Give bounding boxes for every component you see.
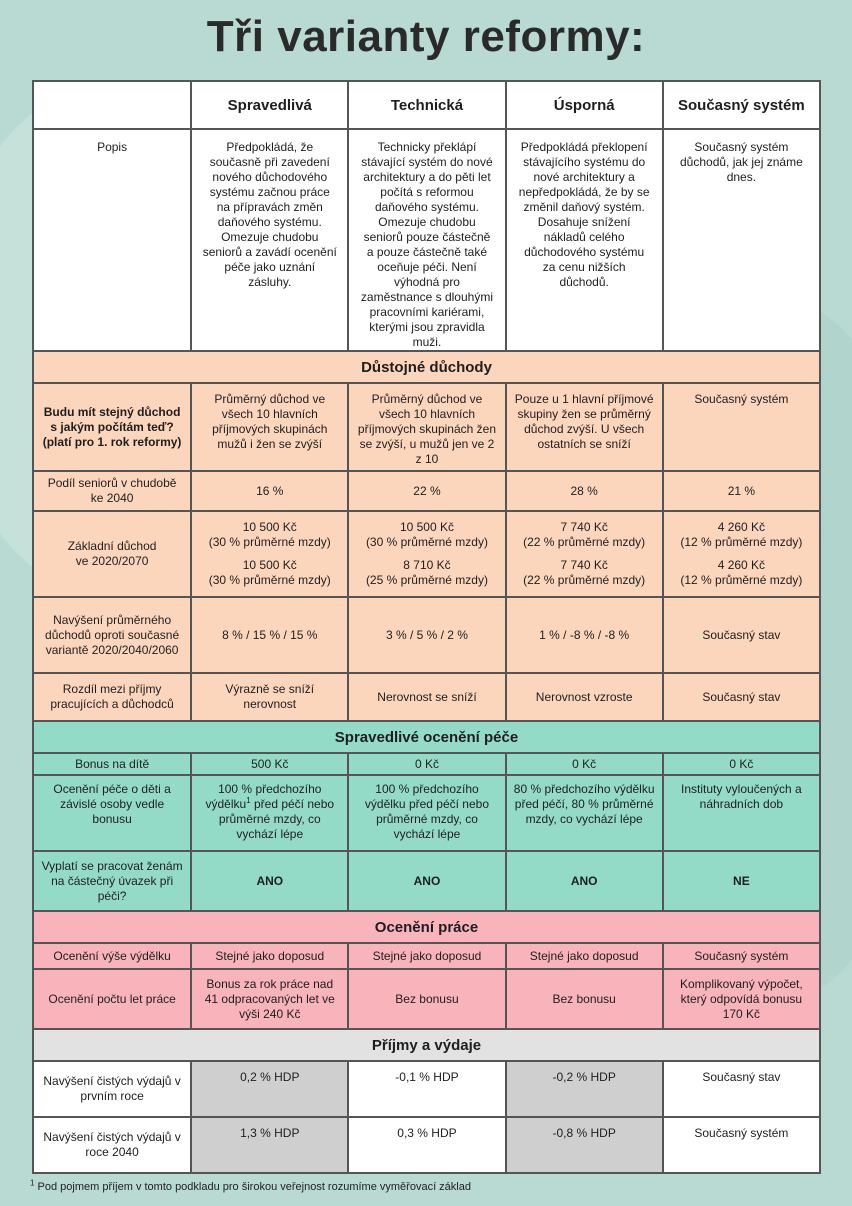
cell: 3 % / 5 % / 2 % [348, 597, 505, 673]
cell: Stejné jako doposud [506, 943, 663, 969]
table-row [33, 1061, 820, 1117]
cell: ANO [191, 851, 348, 911]
cell: 1 % / -8 % / -8 % [506, 597, 663, 673]
cell: 0 Kč [663, 753, 820, 775]
row-label: Navýšení čistých výdajů v prvním roce [33, 1061, 191, 1117]
row-label: Popis [33, 129, 191, 351]
cell: 8 % / 15 % / 15 % [191, 597, 348, 673]
cell: Současný systém [663, 1117, 820, 1173]
cell: 80 % předchozího výdělku před péčí, 80 % průměrné mzdy, co vychází lépe [506, 775, 663, 851]
cell: 0,2 % HDP [191, 1061, 348, 1117]
row-label: Ocenění výše výdělku [33, 943, 191, 969]
footnote [30, 1178, 471, 1193]
page-title: Tři varianty reformy: [206, 12, 646, 61]
table-row [33, 1117, 820, 1173]
table-row [33, 851, 820, 911]
row-label: Navýšení průměrného důchodů oproti současné variantě 2020/2040/2060 [33, 597, 191, 673]
section-title: Důstojné důchody [33, 351, 820, 383]
footnote-mark: 1 [246, 796, 251, 805]
cell: 28 % [506, 471, 663, 511]
cell: Předpokládá překlopení stávajícího systému do nové architektury a nepředpokládá, že by se změnil daňový systém. Dosahuje snížení nákladů celého důchodového systému za cenu nižších důchodů. [506, 129, 663, 351]
cell: 0,3 % HDP [348, 1117, 505, 1173]
header-usporna: Úsporná [506, 81, 663, 129]
table-row [33, 943, 820, 969]
table-row [33, 471, 820, 511]
cell: ANO [348, 851, 505, 911]
cell: 1,3 % HDP [191, 1117, 348, 1173]
cell: 0 Kč [348, 753, 505, 775]
cell: Předpokládá, že současně při zavedení nového důchodového systému začnou práce na přípravách změn daňového systému. Omezuje chudobu seniorů a zavádí ocenění péče jako uznání zásluhy. [191, 129, 348, 351]
cell: Současný stav [663, 1061, 820, 1117]
cell: 7 740 Kč (22 % průměrné mzdy) 7 740 Kč (22 % průměrné mzdy) [506, 511, 663, 597]
cell: Instituty vyloučených a náhradních dob [663, 775, 820, 851]
section-title: Spravedlivé ocenění péče [33, 721, 820, 753]
cell: Komplikovaný výpočet, který odpovídá bonusu 170 Kč [663, 969, 820, 1029]
cell: Průměrný důchod ve všech 10 hlavních příjmových skupinách žen se zvýší, u mužů jen ve 2 z 10 [348, 383, 505, 471]
cell: Bez bonusu [348, 969, 505, 1029]
row-label: Vyplatí se pracovat ženám na částečný úvazek při péči? [33, 851, 191, 911]
section-title: Ocenění práce [33, 911, 820, 943]
table-row [33, 673, 820, 721]
row-label: Budu mít stejný důchod s jakým počítám teď? (platí pro 1. rok reformy) [33, 383, 191, 471]
cell: Stejné jako doposud [348, 943, 505, 969]
header-empty [33, 81, 191, 129]
row-label: Ocenění péče o děti a závislé osoby vedle bonusu [33, 775, 191, 851]
table-row [33, 969, 820, 1029]
cell: Výrazně se sníží nerovnost [191, 673, 348, 721]
row-label: Bonus na dítě [33, 753, 191, 775]
cell: Současný systém důchodů, jak jej známe dnes. [663, 129, 820, 351]
header-spravedliva: Spravedlivá [191, 81, 348, 129]
cell: 10 500 Kč (30 % průměrné mzdy) 10 500 Kč (30 % průměrné mzdy) [191, 511, 348, 597]
cell: 100 % předchozího výdělku před péčí nebo průměrné mzdy, co vychází lépe [348, 775, 505, 851]
footnote-text: Pod pojmem příjem v tomto podkladu pro širokou veřejnost rozumíme vyměřovací základ [37, 1181, 471, 1193]
cell: -0,2 % HDP [506, 1061, 663, 1117]
cell: 500 Kč [191, 753, 348, 775]
table-row [33, 129, 820, 351]
section-title: Příjmy a výdaje [33, 1029, 820, 1061]
cell: Současný systém [663, 383, 820, 471]
cell: 10 500 Kč (30 % průměrné mzdy) 8 710 Kč (25 % průměrné mzdy) [348, 511, 505, 597]
cell: 100 % předchozího výdělku$^1$ před péčí nebo průměrné mzdy, co vychází lépe [191, 775, 348, 851]
cell: Současný stav [663, 673, 820, 721]
cell: 4 260 Kč (12 % průměrné mzdy) 4 260 Kč (12 % průměrné mzdy) [663, 511, 820, 597]
cell: -0,8 % HDP [506, 1117, 663, 1173]
cell: -0,1 % HDP [348, 1061, 505, 1117]
cell: NE [663, 851, 820, 911]
header-soucasny: Současný systém [663, 81, 820, 129]
cell: 0 Kč [506, 753, 663, 775]
header-row [33, 81, 820, 129]
table-row [33, 775, 820, 851]
cell: Pouze u 1 hlavní příjmové skupiny žen se průměrný důchod zvýší. U všech ostatních se sníží [506, 383, 663, 471]
cell: ANO [506, 851, 663, 911]
cell: 22 % [348, 471, 505, 511]
cell: Technicky překlápí stávající systém do nové architektury a do pěti let počítá s reformou daňového systému. Omezuje chudobu seniorů pouze částečně a pouze částečně také oceňuje péči. Není výhodná pro zaměstnance s dlouhými pracovními kariérami, kterými jsou zpravidla muži. [348, 129, 505, 351]
table-row [33, 511, 820, 597]
cell: Současný stav [663, 597, 820, 673]
row-label: Podíl seniorů v chudobě ke 2040 [33, 471, 191, 511]
section-header [33, 911, 820, 943]
row-label: Navýšení čistých výdajů v roce 2040 [33, 1117, 191, 1173]
cell: Nerovnost se sníží [348, 673, 505, 721]
comparison-table [32, 80, 821, 1174]
cell: Stejné jako doposud [191, 943, 348, 969]
table-row [33, 383, 820, 471]
header-technicka: Technická [348, 81, 505, 129]
cell: Průměrný důchod ve všech 10 hlavních příjmových skupinách mužů i žen se zvýší [191, 383, 348, 471]
cell: Současný systém [663, 943, 820, 969]
footnote-mark: 1 [30, 1178, 35, 1188]
row-label: Ocenění počtu let práce [33, 969, 191, 1029]
row-label: Základní důchod ve 2020/2070 [33, 511, 191, 597]
cell: 21 % [663, 471, 820, 511]
cell: Bez bonusu [506, 969, 663, 1029]
row-label: Rozdíl mezi příjmy pracujících a důchodců [33, 673, 191, 721]
section-header [33, 351, 820, 383]
cell: 16 % [191, 471, 348, 511]
section-header [33, 1029, 820, 1061]
table-row [33, 753, 820, 775]
table-row [33, 597, 820, 673]
cell: Nerovnost vzroste [506, 673, 663, 721]
cell: Bonus za rok práce nad 41 odpracovaných let ve výši 240 Kč [191, 969, 348, 1029]
section-header [33, 721, 820, 753]
